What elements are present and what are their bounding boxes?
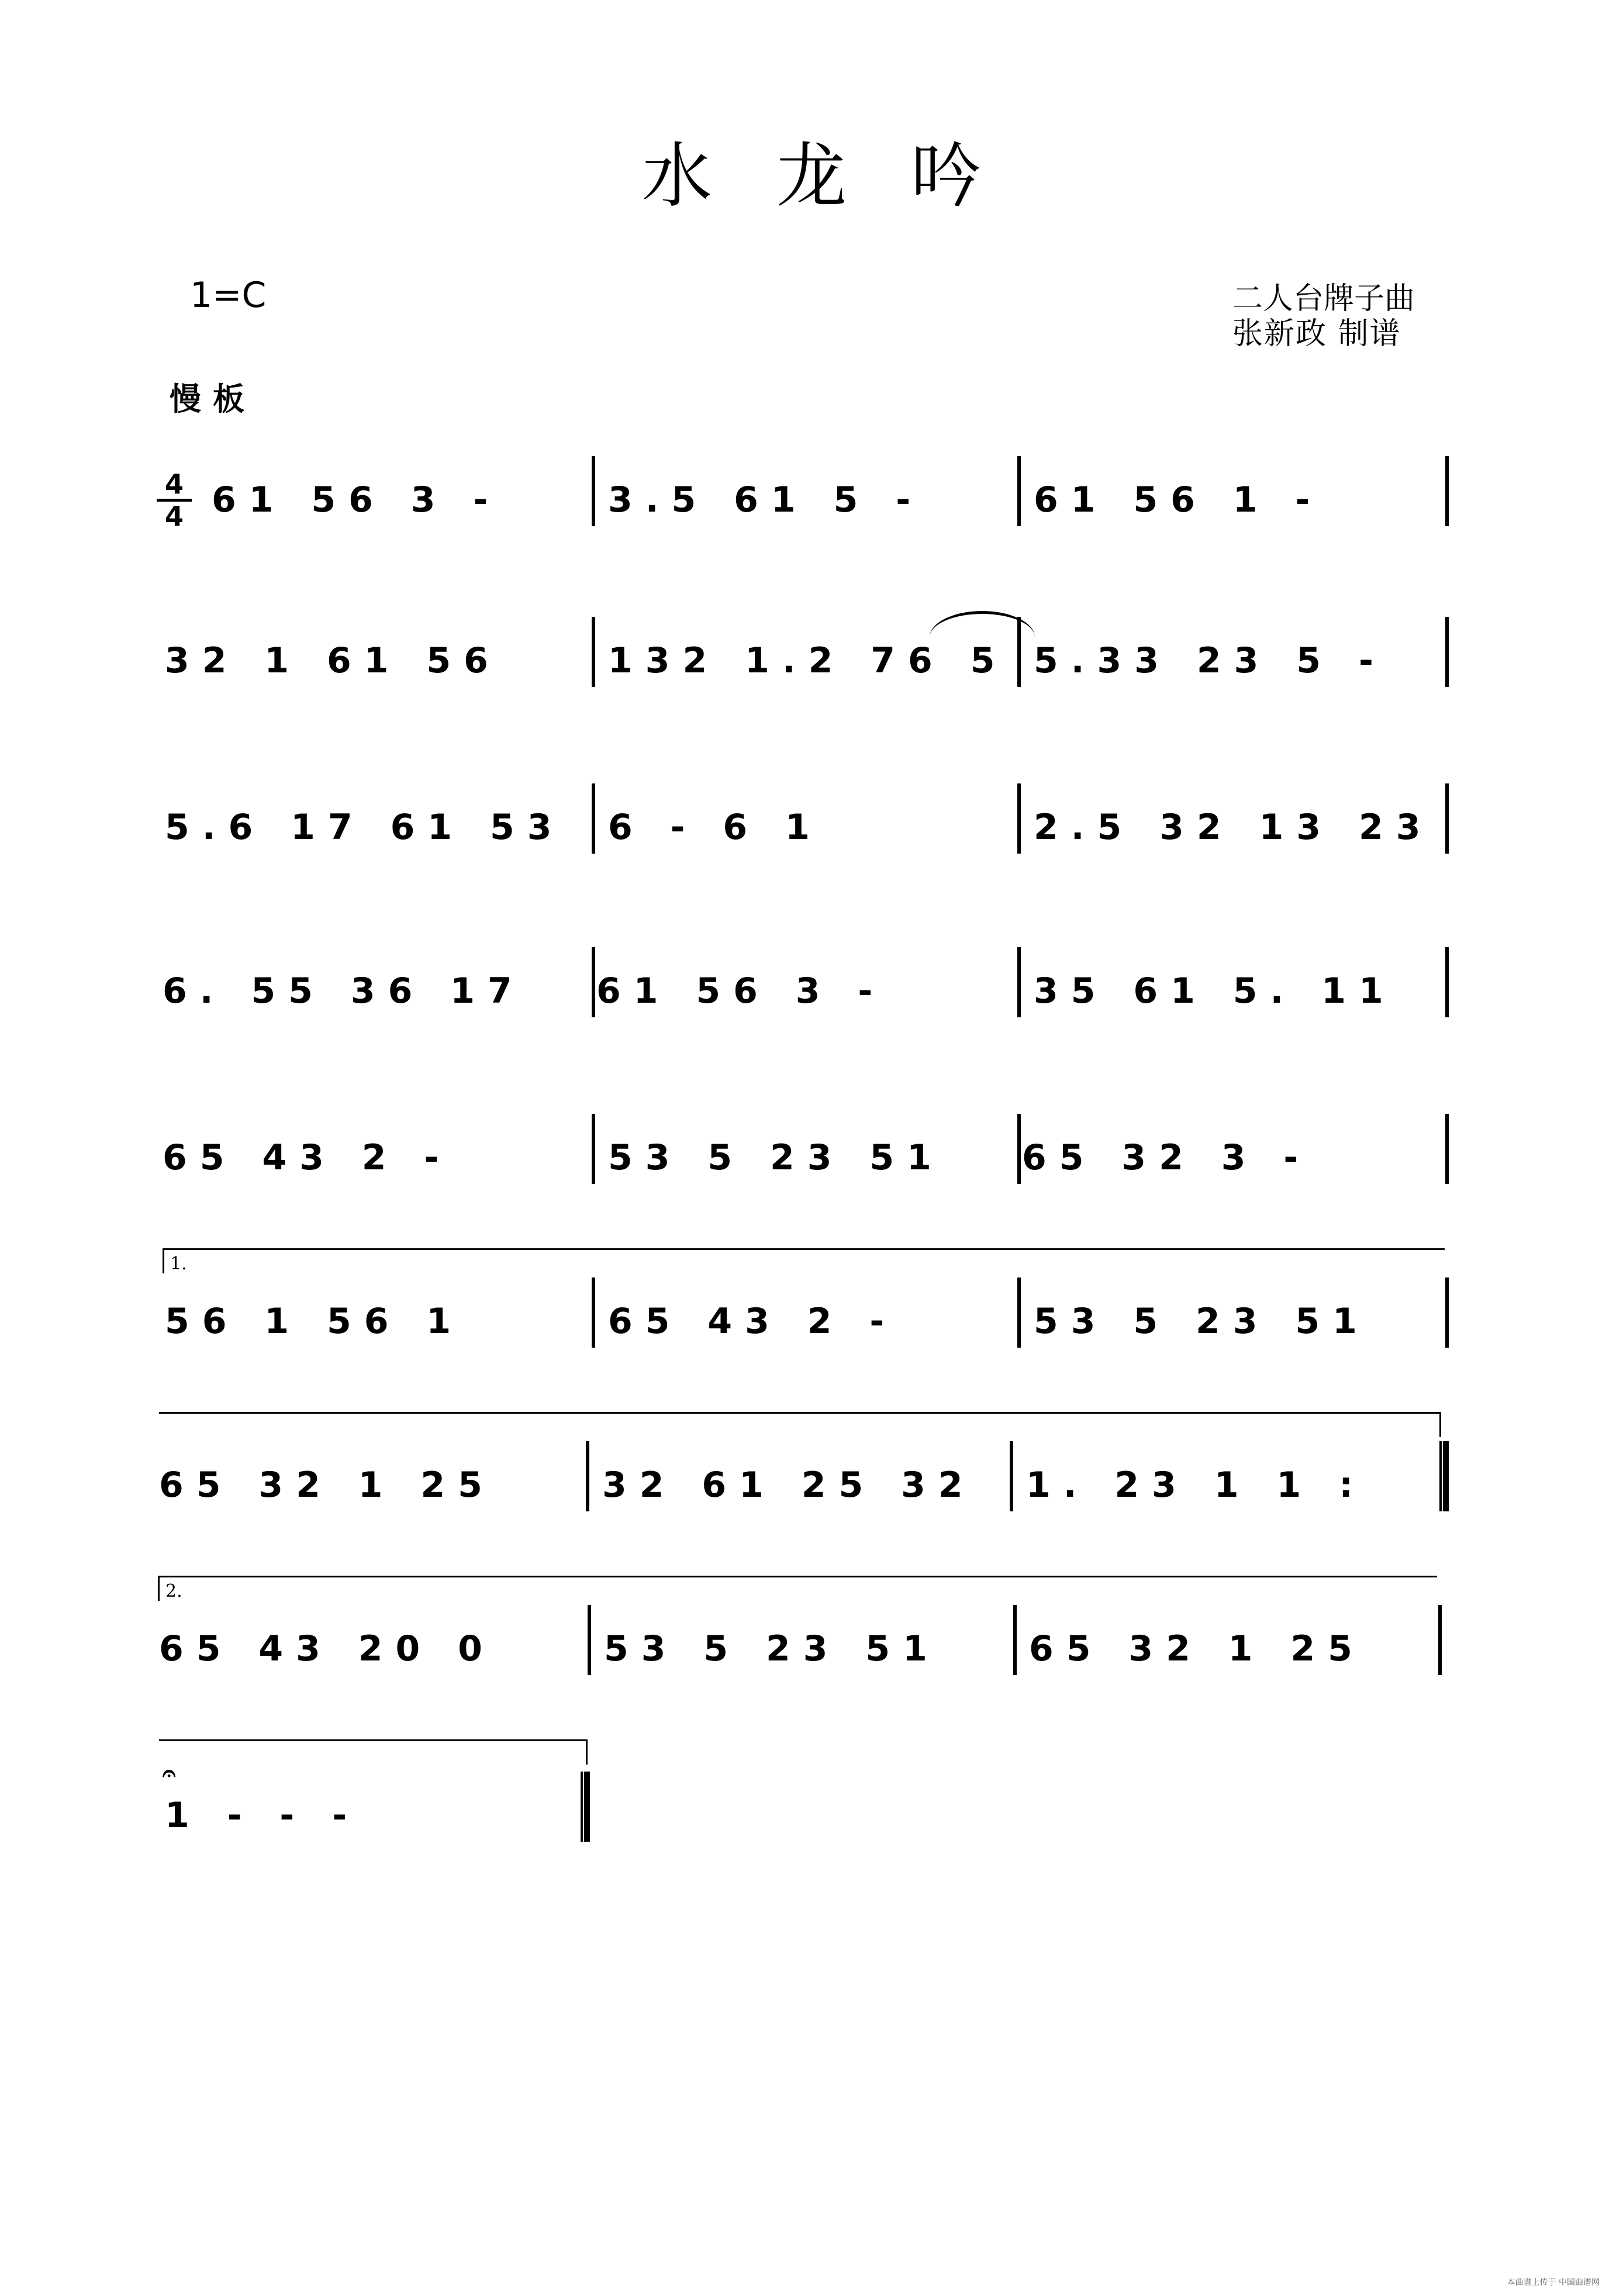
measure: 53 5 23 51 bbox=[1034, 1301, 1370, 1342]
first-ending-label: 1. bbox=[170, 1254, 187, 1274]
barline bbox=[1017, 1278, 1021, 1348]
key-signature: 1=C bbox=[190, 275, 267, 316]
second-ending-bracket-continued bbox=[159, 1739, 588, 1765]
measure: 6 - 6 1 bbox=[608, 807, 823, 848]
barline bbox=[1017, 456, 1021, 526]
measure: 1. 23 1 1 : bbox=[1026, 1465, 1366, 1506]
barline bbox=[1445, 1278, 1449, 1348]
barline bbox=[1010, 1441, 1013, 1511]
score-title: 水龙吟 bbox=[642, 136, 1045, 217]
measure: 32 1 61 56 bbox=[165, 640, 501, 681]
measure: 61 56 3 - bbox=[596, 971, 886, 1011]
first-ending-bracket-continued bbox=[159, 1412, 1441, 1437]
time-signature-denominator: 4 bbox=[164, 500, 184, 532]
measure: 35 61 5. 11 bbox=[1034, 971, 1396, 1011]
measure: 65 43 20 0 bbox=[159, 1628, 495, 1669]
barline bbox=[1445, 947, 1449, 1017]
measure: 53 5 23 51 bbox=[608, 1137, 944, 1178]
measure: 32 61 25 32 bbox=[602, 1465, 976, 1506]
barline bbox=[1445, 783, 1449, 854]
measure: 61 56 3 - bbox=[212, 479, 501, 520]
barline bbox=[1017, 947, 1021, 1017]
time-signature-numerator: 4 bbox=[157, 471, 192, 502]
fermata-icon: 𝄐 bbox=[163, 1760, 176, 1787]
measure: 1 - - - bbox=[165, 1795, 360, 1836]
final-barline bbox=[581, 1772, 590, 1842]
barline bbox=[592, 783, 595, 854]
measure: 2.5 32 13 23 bbox=[1034, 807, 1434, 848]
barline bbox=[1445, 1114, 1449, 1184]
measure: 65 43 2 - bbox=[163, 1137, 452, 1178]
barline bbox=[592, 947, 595, 1017]
composer-credit: 二人台牌子曲 bbox=[1232, 281, 1415, 316]
measure: 61 56 1 - bbox=[1034, 479, 1323, 520]
measure: 65 32 1 25 bbox=[1029, 1628, 1365, 1669]
barline bbox=[1017, 1114, 1021, 1184]
barline bbox=[592, 1114, 595, 1184]
footer-watermark: 本曲谱上传于 中国曲谱网 bbox=[1507, 2278, 1600, 2287]
repeat-end-barline bbox=[1439, 1441, 1449, 1511]
barline bbox=[1013, 1605, 1017, 1675]
barline bbox=[1017, 783, 1021, 854]
measure: 65 32 1 25 bbox=[159, 1465, 495, 1506]
measure: 5.6 17 61 53 bbox=[165, 807, 565, 848]
tempo-marking: 慢板 bbox=[170, 381, 256, 417]
time-signature bbox=[157, 468, 192, 532]
measure: 6. 55 36 17 bbox=[163, 971, 525, 1011]
first-ending-bracket bbox=[163, 1248, 1445, 1273]
barline bbox=[592, 1278, 595, 1348]
measure: 65 32 3 - bbox=[1022, 1137, 1311, 1178]
arranger-credit: 张新政 制谱 bbox=[1232, 316, 1401, 351]
barline bbox=[592, 617, 595, 687]
second-ending-label: 2. bbox=[165, 1581, 182, 1601]
barline bbox=[586, 1441, 589, 1511]
barline bbox=[1438, 1605, 1442, 1675]
barline bbox=[1017, 617, 1021, 687]
measure: 53 5 23 51 bbox=[604, 1628, 940, 1669]
barline bbox=[592, 456, 595, 526]
measure: 3.5 61 5 - bbox=[608, 479, 924, 520]
barline bbox=[588, 1605, 591, 1675]
second-ending-bracket bbox=[158, 1576, 1437, 1601]
barline bbox=[1445, 456, 1449, 526]
measure: 65 43 2 - bbox=[608, 1301, 897, 1342]
measure: 5.33 23 5 - bbox=[1034, 640, 1386, 681]
measure: 56 1 56 1 bbox=[165, 1301, 464, 1342]
barline bbox=[1445, 617, 1449, 687]
measure: 132 1.2 76 5 bbox=[608, 640, 1008, 681]
